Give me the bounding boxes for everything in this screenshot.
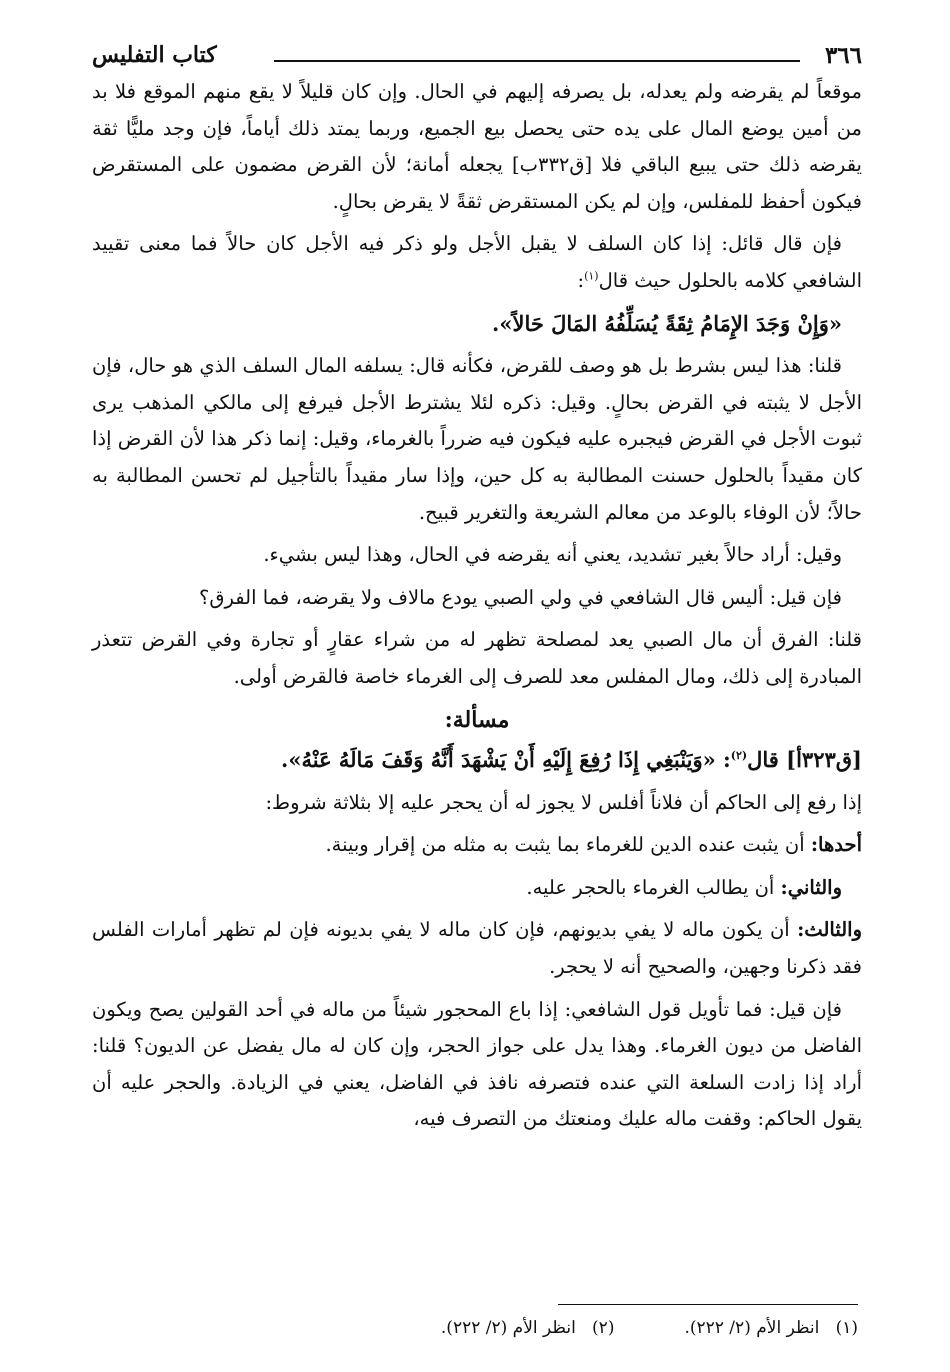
page-number: ٣٦٦ [824, 42, 862, 69]
paragraph: موقعاً لم يقرضه ولم يعدله، بل يصرفه إليهم في الحال. وإن كان قليلاً لا يقع منهم الموقع فلا بد من أمين يوضع المال على يده حتى يحصل بيع الجميع، وربما يمتد ذلك أياماً، فإن وجد مليًّا ثقة يقرضه ذلك حتى يبيع الباقي فلا [ق٣٣٢ب] يجعله أمانة؛ لأن القرض مضمون على المستقرض فيكون أحفظ للمفلس، وإن لم يكن المستقرض ثقةً لا يقرض بحالٍ. [92, 80, 862, 213]
footnote-ref: (٢) [730, 749, 748, 763]
footnote-rule [558, 1304, 858, 1305]
paragraph: والثالث: أن يكون ماله لا يفي بديونهم، فإن كان ماله لا يفي بديونه فإن لم تظهر أمارات الفلس فقد ذكرنا وجهين، والصحيح أنه لا يحجر. [92, 918, 862, 979]
page-header [92, 38, 862, 74]
footnotes [88, 1318, 858, 1338]
paragraph: أحدها: أن يثبت عنده الدين للغرماء بما يثبت به مثله من إقرار وبينة. [325, 833, 862, 857]
footnote: (٢) انظر الأم (٢/ ٢٢٢). [440, 1318, 615, 1338]
body-text [92, 74, 862, 1138]
ruling-quote: [ق٣٢٣أ] قال$^{(٢)}$: «وَيَنْبَغِي إِذَا رُفِعَ إِلَيْهِ أَنْ يَشْهَدَ أَنَّهُ وَقَفَ مَالَهُ عَنْهُ». [281, 747, 862, 773]
paragraph: إذا رفع إلى الحاكم أن فلاناً أفلس لا يجوز له أن يحجر عليه إلا بثلاثة شروط: [265, 790, 862, 814]
footnote-ref: (١) [584, 269, 599, 283]
paragraph: فإن قيل: أليس قال الشافعي في ولي الصبي يودع مالاف ولا يقرضه، فما الفرق؟ [199, 585, 842, 609]
section-heading: مسألة: [444, 706, 510, 733]
quoted-text: «وَإِنْ وَجَدَ الإِمَامُ ثِقَةً يُسَلِّفُهُ المَالَ حَالاً». [492, 310, 842, 336]
paragraph: قلنا: الفرق أن مال الصبي يعد لمصلحة تظهر له من شراء عقارٍ أو تجارة وفي القرض تتعذر المبادرة إلى ذلك، ومال المفلس معد للصرف إلى الغرماء خاصة فالقرض أولى. [92, 628, 862, 688]
paragraph: قلنا: هذا ليس بشرط بل هو وصف للقرض، فكأنه قال: يسلفه المال السلف الذي هو حال، فإن الأجل لا يثبته في القرض بحالٍ. وقيل: ذكره لئلا يشترط الأجل فيرفع إلى مالكي المذهب يرى ثبوت الأجل في القرض فيجبره عليه فيكون فيه ضرراً بالغرماء، وقيل: إنما ذكر هذا لأن القرض إذا كان مقيداً بالحلول حسنت المطالبة به كل حين، وإذا سار مقيداً بالتأجيل لم تحسن المطالبة به حالاً؛ لأن الوفاء بالوعد من معالم الشريعة والتغرير قبيح. [92, 354, 862, 524]
paragraph: فإن قيل: فما تأويل قول الشافعي: إذا باع المحجور شيئاً من ماله في أحد القولين يصح ويكون الفاضل من ديون الغرماء. وهذا يدل على جواز الحجر، وإن كان له مال يفضل عن الديون؟ قلنا: أراد إذا زادت السلعة التي عنده فتصرفه نافذ في الفاضل، يعني في الزيادة. والحجر عليه أن يقول الحاكم: وقفت ماله عليك ومنعتك من التصرف فيه، [92, 997, 862, 1131]
footnote: (١) انظر الأم (٢/ ٢٢٢). [684, 1318, 858, 1338]
paragraph: فإن قال قائل: إذا كان السلف لا يقبل الأجل ولو ذكر فيه الأجل كان حالاً فما معنى تقييد الشافعي كلامه بالحلول حيث قال$^{(١)}$: [92, 232, 862, 292]
paragraph: وقيل: أراد حالاً بغير تشديد، يعني أنه يقرضه في الحال، وهذا ليس بشيء. [263, 543, 842, 567]
book-page [92, 38, 862, 1144]
header-rule [274, 60, 800, 62]
paragraph: والثاني: أن يطالب الغرماء بالحجر عليه. [526, 875, 842, 899]
running-title: كتاب التفليس [92, 42, 217, 68]
